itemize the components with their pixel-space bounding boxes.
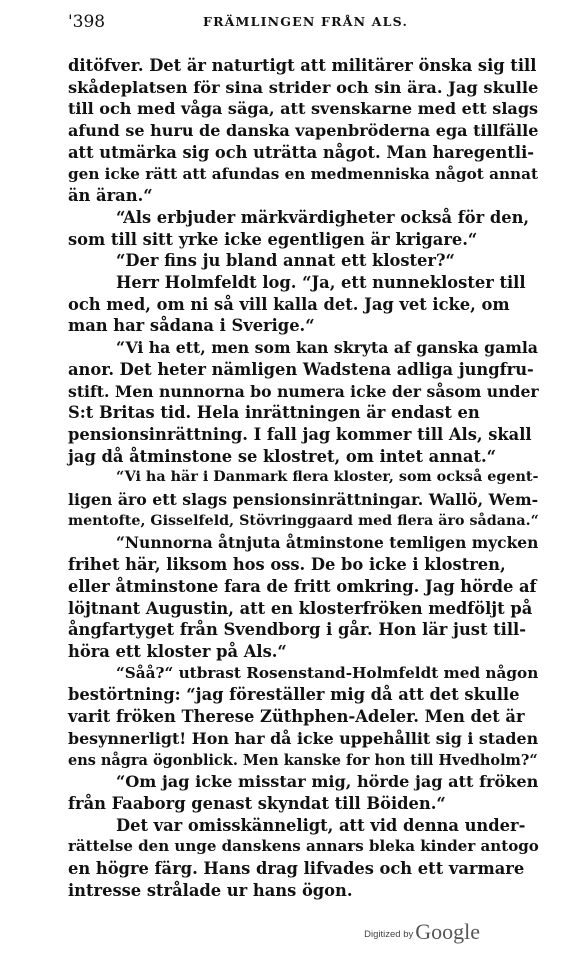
text-line: “Såå?“ utbrast Rosenstand-Holmfeldt med någon <box>116 663 539 682</box>
paragraph <box>68 815 538 902</box>
text-line: löjtnant Augustin, att en klosterfröken medföljt på <box>68 598 533 618</box>
text-line: än äran.“ <box>68 186 153 206</box>
paragraph <box>68 771 538 814</box>
body-text <box>68 55 538 901</box>
text-line: eller åtminstone fara de fritt omkring. Jag hörde af <box>68 576 537 596</box>
text-line: ångfartyget från Svendborg i går. Hon lär just till- <box>68 620 526 640</box>
text-line: mentofte, Gisselfeld, Stövringgaard med flera äro sådana.“ <box>68 512 539 529</box>
text-line: stift. Men nunnorna bo numera icke der såsom under <box>68 381 539 401</box>
text-line: man har sådana i Sverige.“ <box>68 316 315 336</box>
google-logo: Google <box>415 919 480 944</box>
text-line: ens några ögonblick. Men kanske for hon till Hvedholm?“ <box>68 751 538 769</box>
text-line: intresse strålade ur hans ögon. <box>68 880 353 900</box>
text-line: höra ett kloster på Als.“ <box>68 641 287 661</box>
paragraph <box>68 272 538 337</box>
paragraph <box>68 467 538 532</box>
text-line: ditöfver. Det är naturtigt att militärer önska sig till <box>68 56 537 75</box>
text-line: rättelse den unge danskens annars bleka kinder antogo <box>68 837 539 856</box>
text-line: “Der fins ju bland annat ett kloster?“ <box>116 251 455 271</box>
text-line: ligen äro ett slags pensionsinrättningar. Wallö, Wem- <box>68 490 539 510</box>
text-line: skådeplatsen för sina strider och sin ära. Jag skulle <box>68 77 539 97</box>
text-line: från Faaborg genast skyndat till Böiden.“ <box>68 793 446 813</box>
text-line: “Als erbjuder märkvärdigheter också för den, <box>116 207 530 227</box>
text-line: jag då åtminstone se klostret, om intet annat.“ <box>68 446 496 466</box>
text-line: varit fröken Therese Züthphen-Adeler. Men det är <box>68 707 525 727</box>
text-line: anor. Det heter nämligen Wadstena adliga jungfru- <box>68 359 534 379</box>
paragraph <box>68 55 538 207</box>
digitized-by-label: Digitized by <box>364 929 414 940</box>
text-line: “Nunnorna åtnjuta åtminstone temligen mycken <box>116 533 539 553</box>
text-line: som till sitt yrke icke egentligen är krigare.“ <box>68 229 478 249</box>
text-line: “Vi ha ett, men som kan skryta af ganska gamla <box>116 338 538 358</box>
text-line: att utmärka sig och uträtta något. Man haregentli- <box>68 142 535 162</box>
text-line: “Vi ha här i Danmark flera kloster, som också egent- <box>116 469 539 486</box>
paragraph <box>68 532 538 662</box>
paragraph <box>68 207 538 250</box>
page-header <box>68 12 538 36</box>
page-number: '398 <box>68 12 106 32</box>
text-line: till och med våga säga, att svenskarne med ett slags <box>68 99 539 119</box>
paragraph <box>68 663 538 772</box>
text-line: S:t Britas tid. Hela inrättningen är endast en <box>68 403 480 423</box>
text-line: frihet här, liksom hos oss. De bo icke i klostren, <box>68 555 506 575</box>
text-line: och med, om ni så vill kalla det. Jag vet icke, om <box>68 294 510 314</box>
paragraph <box>68 337 538 467</box>
paragraph <box>68 250 538 272</box>
text-line: besynnerligt! Hon har då icke uppehållit sig i staden <box>68 728 539 748</box>
text-line: bestörtning: “jag föreställer mig då att det skulle <box>68 685 520 705</box>
running-head: FRÄMLINGEN FRÅN ALS. <box>203 14 408 29</box>
text-line: afund se huru de danska vapenbröderna ega tillfälle <box>68 121 539 141</box>
text-line: en högre färg. Hans drag lifvades och ett varmare <box>68 859 525 879</box>
digitized-by-google-watermark <box>364 919 480 945</box>
text-line: “Om jag icke misstar mig, hörde jag att fröken <box>116 772 539 792</box>
text-line: Herr Holmfeldt log. “Ja, ett nunnekloster till <box>116 273 526 293</box>
text-line: pensionsinrättning. I fall jag kommer till Als, skall <box>68 424 532 444</box>
text-line: gen icke rätt att afundas en medmenniska något annat <box>68 164 538 183</box>
text-line: Det var omisskänneligt, att vid denna under- <box>116 815 526 835</box>
